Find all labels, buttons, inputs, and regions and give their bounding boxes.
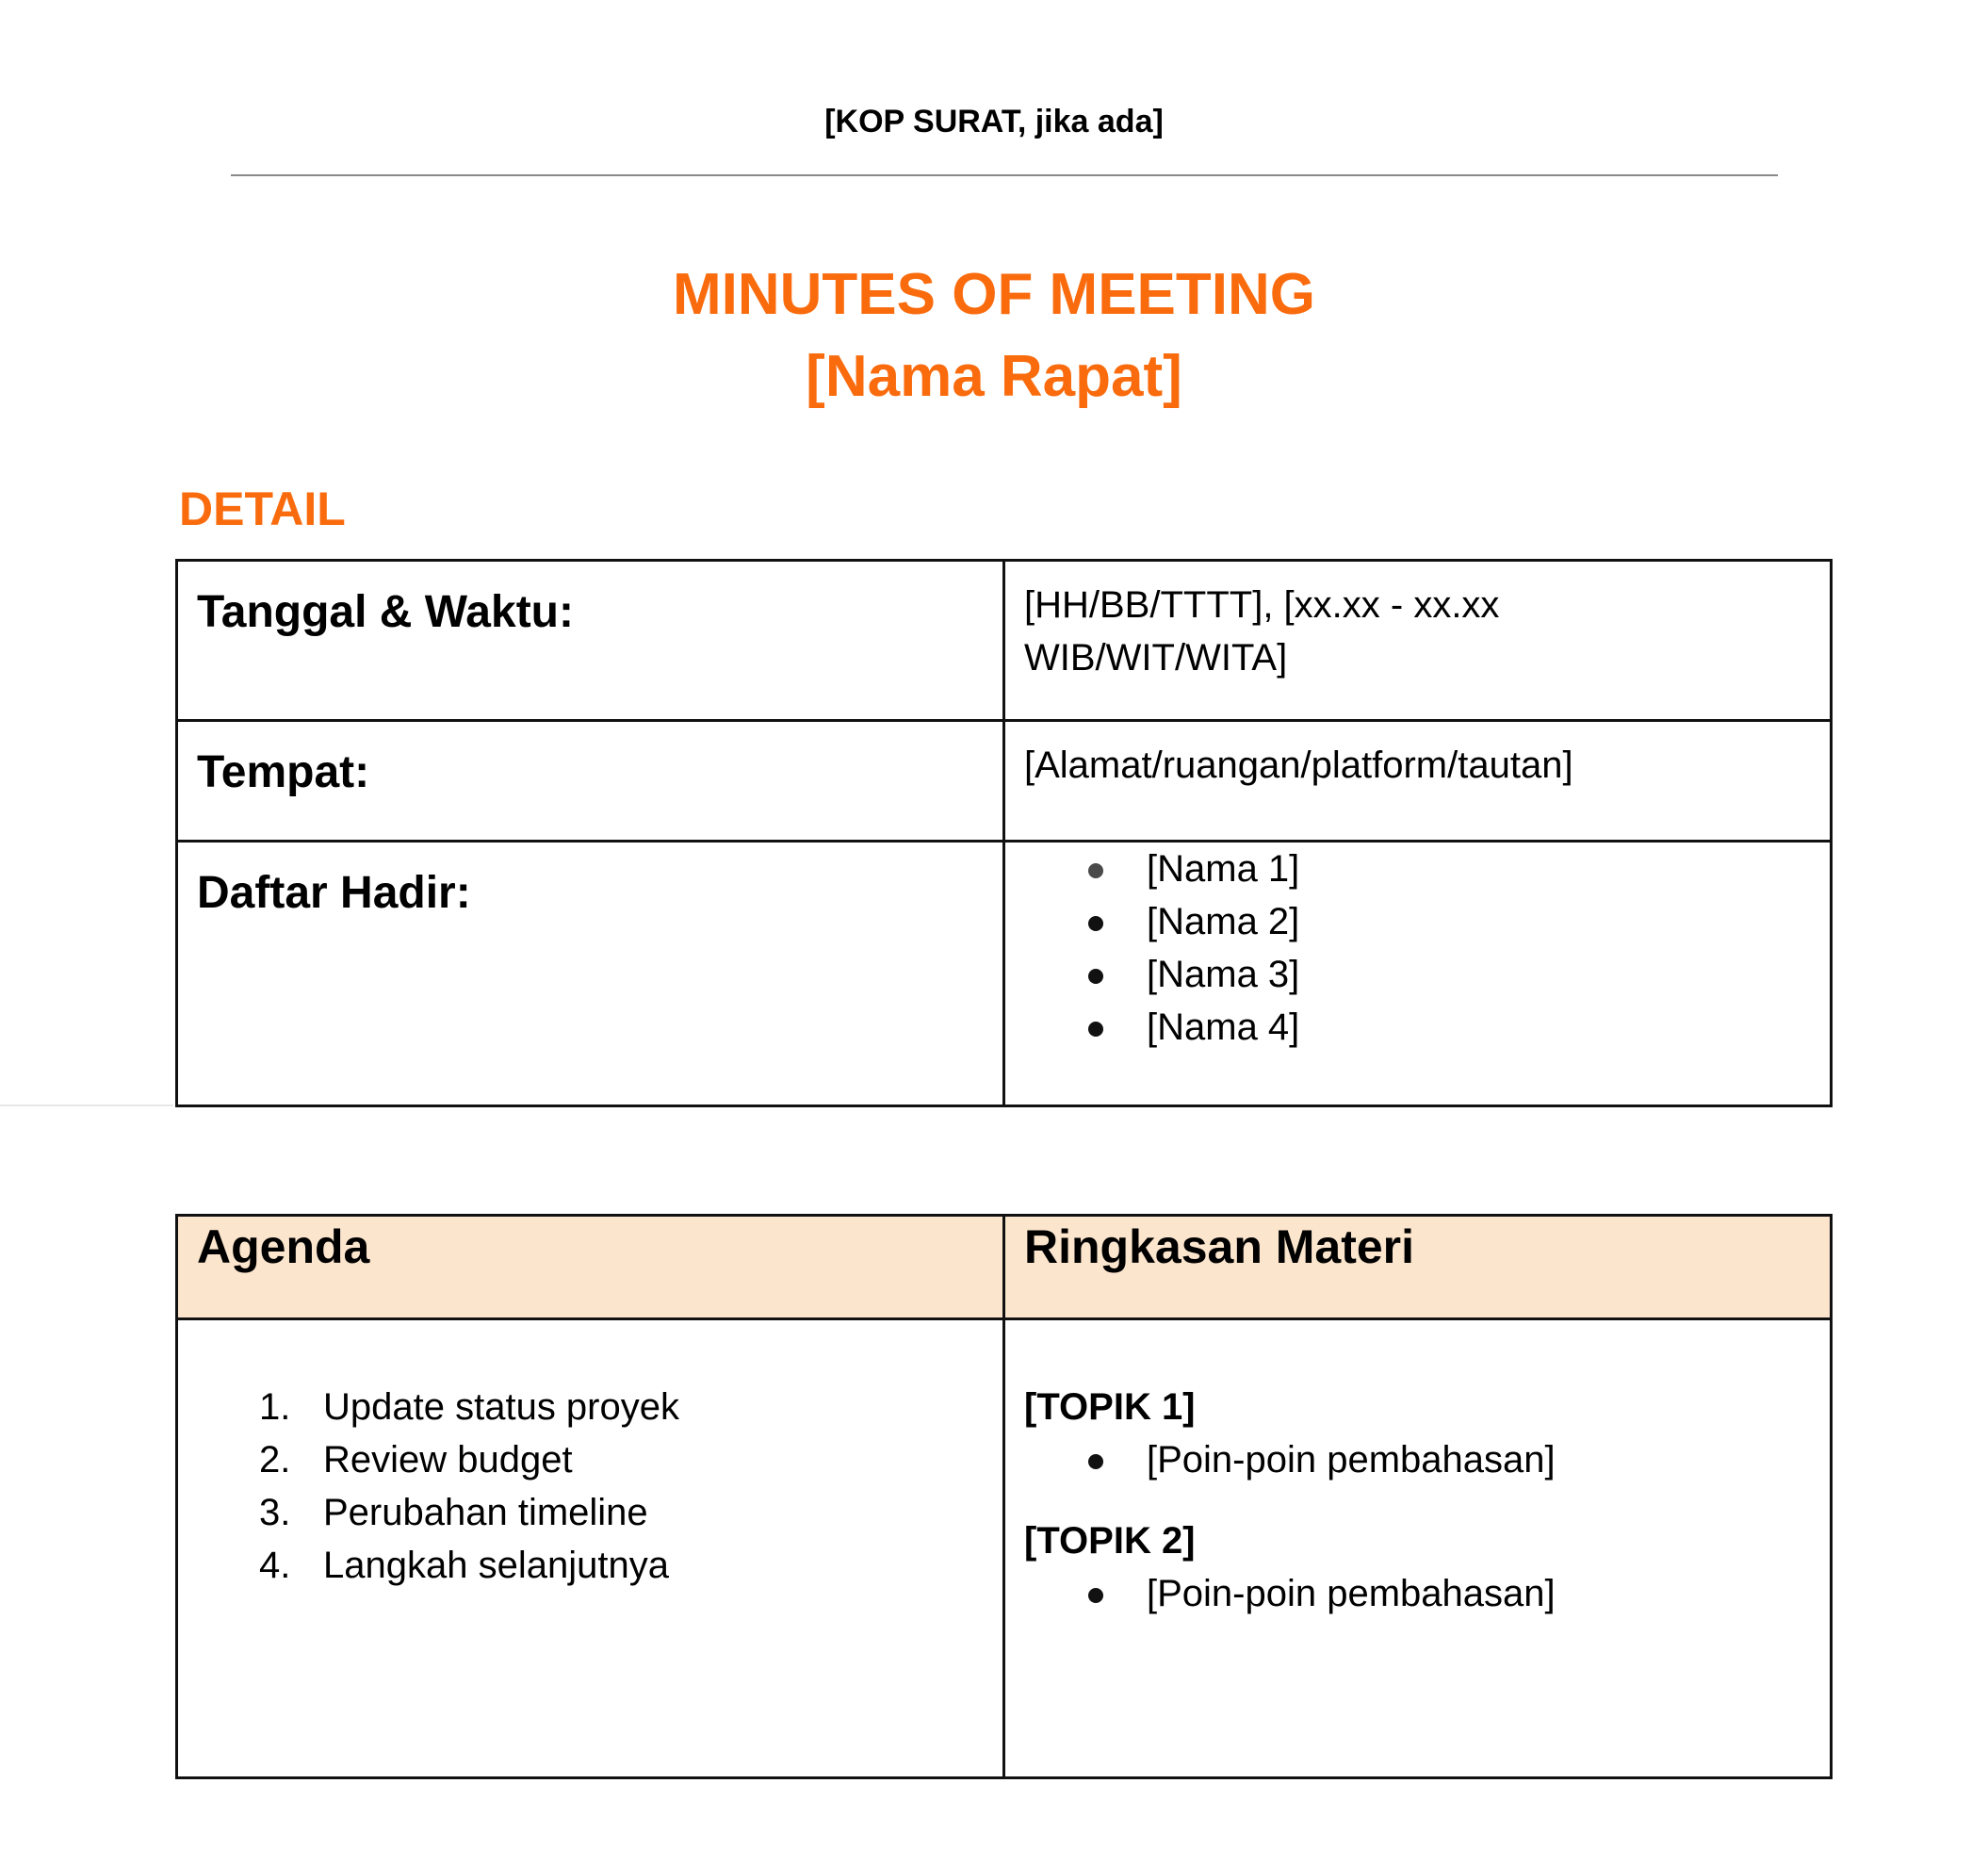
agenda-text: Perubahan timeline [323, 1492, 648, 1533]
tempat-value-cell[interactable] [1004, 721, 1832, 842]
tanggal-label-cell [177, 561, 1004, 721]
tanggal-label: Tanggal & Waktu: [197, 587, 574, 637]
agenda-header-row [177, 1216, 1832, 1319]
hadir-value-cell[interactable] [1004, 842, 1832, 1106]
attendee-name: [Nama 3] [1147, 954, 1300, 995]
hadir-label-cell [177, 842, 1004, 1106]
topic-point-text: [Poin-poin pembahasan] [1147, 1439, 1556, 1481]
agenda-text: Review budget [323, 1439, 573, 1481]
detail-row-tempat [177, 721, 1832, 842]
topic-title: [TOPIK 1] [1024, 1386, 1196, 1428]
summary-cell[interactable] [1004, 1319, 1832, 1778]
detail-heading: DETAIL [179, 483, 346, 535]
agenda-text: Langkah selanjutnya [323, 1545, 669, 1586]
agenda-list [178, 1320, 1002, 1592]
topic-points-list [1005, 1433, 1830, 1486]
detail-row-hadir [177, 842, 1832, 1106]
bullet-icon [1088, 863, 1103, 878]
topic-point [1005, 1433, 1830, 1486]
topic-title: [TOPIK 2] [1024, 1520, 1196, 1562]
agenda-body-row [177, 1319, 1832, 1778]
tanggal-value-line2: WIB/WIT/WITA] [1024, 637, 1288, 679]
bullet-icon [1088, 1022, 1103, 1037]
attendee-item [1005, 948, 1830, 1001]
attendee-list [1005, 843, 1830, 1054]
bullet-icon [1088, 916, 1103, 931]
agenda-number: 3. [259, 1492, 291, 1533]
document-title: MINUTES OF MEETING [673, 262, 1315, 327]
agenda-item [178, 1486, 1002, 1539]
attendee-name: [Nama 2] [1147, 901, 1300, 942]
topic-point-text: [Poin-poin pembahasan] [1147, 1573, 1556, 1614]
tanggal-value-line1: [HH/BB/TTTT], [xx.xx - xx.xx [1024, 584, 1500, 626]
agenda-number: 2. [259, 1439, 291, 1481]
topic-point [1005, 1567, 1830, 1620]
summary-header: Ringkasan Materi [1024, 1220, 1415, 1273]
agenda-number: 4. [259, 1545, 291, 1586]
agenda-header: Agenda [197, 1220, 370, 1273]
agenda-item [178, 1433, 1002, 1486]
kop-surat: [KOP SURAT, jika ada] [824, 104, 1164, 139]
margin-mark [0, 1104, 173, 1106]
agenda-item [178, 1539, 1002, 1592]
tempat-label-cell [177, 721, 1004, 842]
summary-header-cell [1004, 1216, 1832, 1319]
tempat-value: [Alamat/ruangan/platform/tautan] [1024, 745, 1573, 786]
agenda-header-cell [177, 1216, 1004, 1319]
header-divider [231, 174, 1778, 176]
agenda-number: 1. [259, 1386, 291, 1428]
bullet-icon [1088, 1454, 1103, 1469]
agenda-cell[interactable] [177, 1319, 1004, 1778]
detail-row-tanggal [177, 561, 1832, 721]
attendee-name: [Nama 4] [1147, 1006, 1300, 1048]
agenda-text: Update status proyek [323, 1386, 679, 1428]
hadir-label: Daftar Hadir: [197, 868, 471, 918]
tempat-label: Tempat: [197, 747, 370, 797]
meeting-name: [Nama Rapat] [806, 344, 1182, 409]
topic-points-list [1005, 1567, 1830, 1620]
attendee-item [1005, 843, 1830, 895]
bullet-icon [1088, 1588, 1103, 1603]
attendee-name: [Nama 1] [1147, 848, 1300, 890]
agenda-item [178, 1381, 1002, 1433]
tanggal-value-cell[interactable] [1004, 561, 1832, 721]
attendee-item [1005, 1001, 1830, 1054]
tanggal-value [1005, 562, 1830, 684]
detail-table [175, 559, 1833, 1107]
attendee-item [1005, 895, 1830, 948]
agenda-table [175, 1214, 1833, 1779]
bullet-icon [1088, 969, 1103, 984]
